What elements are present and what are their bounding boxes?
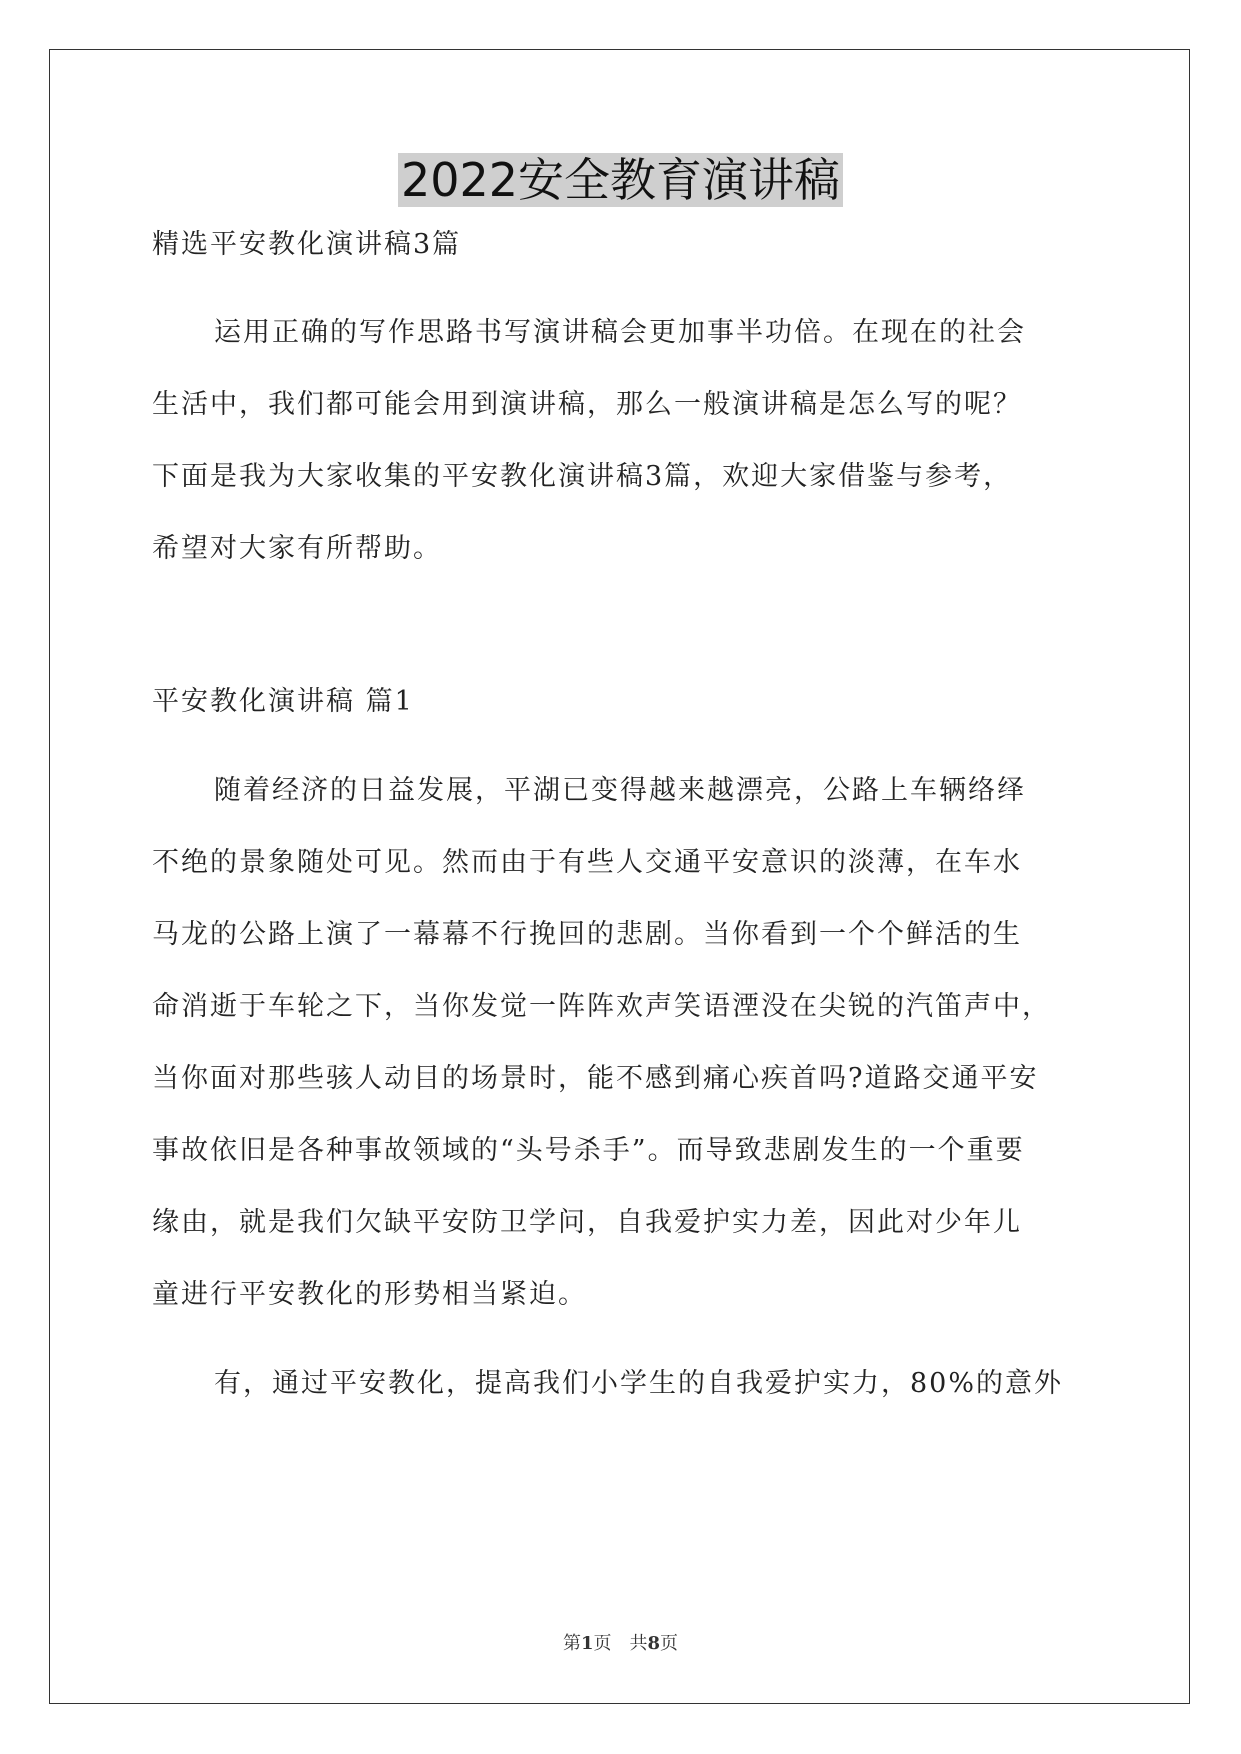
document-subtitle: 精选平安教化演讲稿3篇 xyxy=(152,229,462,260)
section-line: 缘由，就是我们欠缺平安防卫学问，自我爱护实力差，因此对少年儿 xyxy=(152,1207,1022,1238)
footer-page-number: 1 xyxy=(580,1633,594,1654)
footer-prefix: 第 xyxy=(562,1633,581,1654)
footer-total-pages: 8 xyxy=(647,1633,661,1654)
intro-line: 运用正确的写作思路书写演讲稿会更加事半功倍。在现在的社会 xyxy=(214,317,1026,348)
document-title-text: 2022安全教育演讲稿 xyxy=(398,153,843,207)
footer-middle: 页 共 xyxy=(593,1633,648,1654)
paragraph-line: 有，通过平安教化，提高我们小学生的自我爱护实力，80%的意外 xyxy=(214,1368,1064,1399)
section-line: 随着经济的日益发展，平湖已变得越来越漂亮，公路上车辆络绎 xyxy=(214,775,1026,806)
footer-suffix: 页 xyxy=(660,1633,679,1654)
section-line: 命消逝于车轮之下，当你发觉一阵阵欢声笑语湮没在尖锐的汽笛声中， xyxy=(152,991,1051,1022)
section-line: 不绝的景象随处可见。然而由于有些人交通平安意识的淡薄，在车水 xyxy=(152,847,1022,878)
section-line: 童进行平安教化的形势相当紧迫。 xyxy=(152,1279,587,1310)
intro-line: 希望对大家有所帮助。 xyxy=(152,533,442,564)
intro-line: 下面是我为大家收集的平安教化演讲稿3篇，欢迎大家借鉴与参考， xyxy=(152,461,1013,492)
document-title xyxy=(0,150,1241,210)
section-line: 马龙的公路上演了一幕幕不行挽回的悲剧。当你看到一个个鲜活的生 xyxy=(152,919,1022,950)
section-line: 当你面对那些骇人动目的场景时，能不感到痛心疾首吗?道路交通平安 xyxy=(152,1063,1039,1094)
intro-line: 生活中，我们都可能会用到演讲稿，那么一般演讲稿是怎么写的呢？ xyxy=(152,389,1022,420)
section-heading: 平安教化演讲稿 篇1 xyxy=(152,686,414,717)
page-footer xyxy=(0,1632,1241,1656)
section-line: 事故依旧是各种事故领域的“头号杀手”。而导致悲剧发生的一个重要 xyxy=(152,1135,1025,1166)
